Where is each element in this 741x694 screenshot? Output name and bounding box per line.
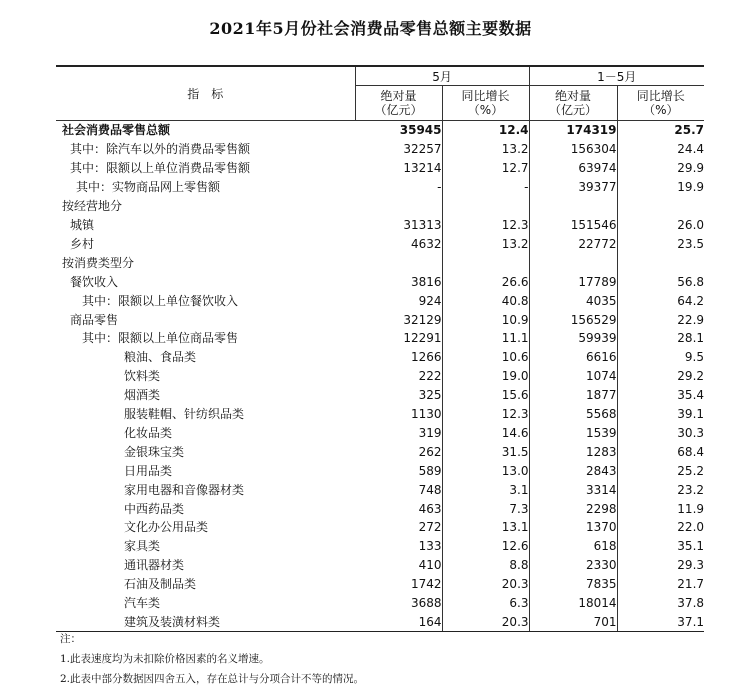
- may-abs-cell: 4632: [355, 234, 442, 253]
- header-row-groups: [56, 66, 704, 86]
- row-label: 中西药品类: [124, 501, 185, 516]
- ytd-abs-cell: 701: [529, 613, 617, 632]
- may-abs-cell: 319: [355, 424, 442, 443]
- may-yoy-cell: 19.0: [442, 367, 529, 386]
- may-abs-cell: 12291: [355, 329, 442, 348]
- may-yoy-cell: 7.3: [442, 499, 529, 518]
- ytd-yoy-cell: 37.1: [617, 613, 704, 632]
- ytd-abs-cell: 39377: [529, 178, 617, 197]
- may-abs-cell: 3688: [355, 594, 442, 613]
- ytd-yoy-cell: 28.1: [677, 331, 705, 346]
- footnotes: [60, 629, 364, 689]
- ytd-abs-cell: 1074: [529, 367, 617, 386]
- ytd-yoy-cell: 22.9: [677, 312, 705, 327]
- row-label: 其中：限额以上单位消费品零售额: [70, 161, 251, 176]
- table-row: [56, 291, 704, 310]
- ytd-abs-cell: [529, 253, 617, 272]
- may-yoy-header: 同比增长 （%）: [442, 86, 529, 121]
- ytd-yoy-cell: 39.1: [677, 407, 705, 422]
- table-row: [56, 310, 704, 329]
- ytd-abs-cell: 4035: [529, 291, 617, 310]
- row-label: 建筑及装潢材料类: [56, 613, 355, 632]
- ytd-yoy-cell: 35.4: [677, 388, 705, 403]
- may-abs-cell: 589: [355, 461, 442, 480]
- may-abs-cell: 410: [355, 556, 442, 575]
- may-yoy-cell: [442, 197, 529, 216]
- table-row: [56, 329, 704, 348]
- ytd-abs-cell: 6616: [529, 348, 617, 367]
- ytd-abs-cell: 618: [529, 537, 617, 556]
- may-yoy-cell: 6.3: [442, 594, 529, 613]
- may-abs-cell: 272: [355, 518, 442, 537]
- ytd-abs-cell: 1877: [529, 386, 617, 405]
- may-yoy-cell: 31.5: [442, 442, 529, 461]
- may-yoy-cell: [442, 253, 529, 272]
- ytd-abs-cell: 2298: [529, 499, 617, 518]
- table-row: [56, 575, 704, 594]
- row-label: 按消费类型分: [62, 255, 135, 270]
- ytd-abs-cell: 18014: [529, 594, 617, 613]
- note-2: 2.此表中部分数据因四舍五入，存在总计与分项合计不等的情况。: [60, 673, 365, 685]
- ytd-yoy-cell: 35.1: [677, 539, 705, 554]
- row-label: 粮油、食品类: [124, 350, 197, 365]
- may-yoy-cell: 15.6: [442, 386, 529, 405]
- may-abs-cell: [355, 197, 442, 216]
- may-abs-cell: 32129: [355, 310, 442, 329]
- ytd-abs-cell: 2330: [529, 556, 617, 575]
- table-row: [56, 348, 704, 367]
- may-abs-cell: 164: [355, 613, 442, 632]
- table-row: [56, 234, 704, 253]
- may-abs-cell: 748: [355, 480, 442, 499]
- ytd-abs-cell: 63974: [529, 159, 617, 178]
- ytd-abs-cell: 151546: [529, 216, 617, 235]
- ytd-abs-cell: 59939: [529, 329, 617, 348]
- may-abs-header: 绝对量 （亿元）: [355, 86, 442, 121]
- may-yoy-cell: 20.3: [442, 613, 529, 632]
- may-abs-cell: 1742: [355, 575, 442, 594]
- table-row: [56, 499, 704, 518]
- may-yoy-cell: 40.8: [442, 291, 529, 310]
- may-abs-cell: 31313: [355, 216, 442, 235]
- ytd-yoy-cell: [617, 197, 704, 216]
- ytd-abs-cell: 3314: [529, 480, 617, 499]
- ytd-yoy-cell: 29.9: [677, 161, 705, 176]
- ytd-group-header: 1－5月: [529, 66, 704, 86]
- row-label: 日用品类: [124, 463, 173, 478]
- may-yoy-cell: 3.1: [442, 480, 529, 499]
- row-label: 餐饮收入: [70, 274, 119, 289]
- may-abs-cell: 35945: [355, 121, 442, 140]
- table-row: [56, 253, 704, 272]
- table-row: [56, 159, 704, 178]
- row-label: 社会消费品零售总额: [62, 123, 171, 138]
- ytd-yoy-cell: 25.2: [677, 463, 705, 478]
- table-row: [56, 272, 704, 291]
- may-yoy-cell: -: [442, 178, 529, 197]
- row-label: 其中：除汽车以外的消费品零售额: [70, 142, 251, 157]
- ytd-yoy-cell: 22.0: [677, 520, 705, 535]
- table-row: [56, 367, 704, 386]
- table-body: [56, 121, 704, 632]
- row-label: 其中：限额以上单位商品零售: [82, 331, 239, 346]
- notes-heading: 注：: [60, 633, 81, 645]
- row-label: 通讯器材类: [124, 558, 185, 573]
- ytd-yoy-cell: 23.5: [677, 236, 705, 251]
- table-row: [56, 518, 704, 537]
- row-label: 商品零售: [70, 312, 119, 327]
- ytd-yoy-cell: 64.2: [677, 293, 705, 308]
- ytd-abs-cell: 5568: [529, 405, 617, 424]
- ytd-yoy-cell: 23.2: [677, 482, 705, 497]
- ytd-yoy-cell: 29.3: [677, 558, 705, 573]
- table-row: [56, 178, 704, 197]
- ytd-yoy-cell: 26.0: [677, 217, 705, 232]
- may-abs-cell: 3816: [355, 272, 442, 291]
- table-row: [56, 594, 704, 613]
- retail-sales-table: [56, 65, 704, 632]
- may-yoy-cell: 20.3: [442, 575, 529, 594]
- table-row: [56, 480, 704, 499]
- ytd-yoy-cell: [617, 253, 704, 272]
- row-label: 城镇: [70, 217, 95, 232]
- may-yoy-cell: 26.6: [442, 272, 529, 291]
- may-abs-cell: 133: [355, 537, 442, 556]
- table-row: [56, 140, 704, 159]
- may-yoy-cell: 8.8: [442, 556, 529, 575]
- row-label: 其中：限额以上单位餐饮收入: [82, 293, 239, 308]
- may-yoy-cell: 13.2: [442, 140, 529, 159]
- ytd-yoy-cell: 24.4: [677, 142, 705, 157]
- ytd-yoy-header: 同比增长 （%）: [617, 86, 704, 121]
- ytd-abs-cell: 1283: [529, 442, 617, 461]
- table-row: [56, 405, 704, 424]
- may-abs-cell: 325: [355, 386, 442, 405]
- document-title: 2021年5月份社会消费品零售总额主要数据: [209, 19, 532, 38]
- ytd-abs-cell: [529, 197, 617, 216]
- may-yoy-cell: 13.2: [442, 234, 529, 253]
- ytd-abs-cell: 156304: [529, 140, 617, 159]
- table-row: [56, 556, 704, 575]
- may-abs-cell: 262: [355, 442, 442, 461]
- row-label: 石油及制品类: [124, 577, 197, 592]
- may-abs-cell: 1266: [355, 348, 442, 367]
- ytd-yoy-cell: 9.5: [684, 350, 705, 365]
- may-abs-cell: 924: [355, 291, 442, 310]
- may-yoy-cell: 12.3: [442, 216, 529, 235]
- table-row: [56, 461, 704, 480]
- table-row: [56, 537, 704, 556]
- may-abs-cell: 463: [355, 499, 442, 518]
- indicator-header: 指 标: [56, 66, 355, 121]
- ytd-abs-cell: 7835: [529, 575, 617, 594]
- table-row: [56, 424, 704, 443]
- may-abs-cell: 13214: [355, 159, 442, 178]
- may-yoy-cell: 12.4: [442, 121, 529, 140]
- may-yoy-cell: 11.1: [442, 329, 529, 348]
- may-abs-cell: 1130: [355, 405, 442, 424]
- table-row: [56, 197, 704, 216]
- ytd-yoy-cell: 56.8: [677, 274, 705, 289]
- row-label: 金银珠宝类: [124, 444, 185, 459]
- ytd-yoy-cell: 29.2: [677, 369, 705, 384]
- row-label: 乡村: [70, 236, 95, 251]
- note-1: 1.此表速度均为未扣除价格因素的名义增速。: [60, 653, 270, 665]
- ytd-abs-cell: 1370: [529, 518, 617, 537]
- ytd-yoy-cell: 68.4: [677, 444, 705, 459]
- row-label: 其中：实物商品网上零售额: [76, 180, 221, 195]
- may-yoy-cell: 12.3: [442, 405, 529, 424]
- table-row: [56, 121, 704, 140]
- may-yoy-cell: 12.7: [442, 159, 529, 178]
- may-abs-cell: 222: [355, 367, 442, 386]
- row-label: 服装鞋帽、针纺织品类: [124, 407, 245, 422]
- table-row: [56, 216, 704, 235]
- may-abs-cell: -: [355, 178, 442, 197]
- row-label: 烟酒类: [124, 388, 161, 403]
- row-label: 按经营地分: [62, 199, 123, 214]
- may-yoy-cell: 12.6: [442, 537, 529, 556]
- ytd-yoy-cell: 37.8: [677, 596, 705, 611]
- may-abs-cell: 32257: [355, 140, 442, 159]
- ytd-yoy-cell: 30.3: [677, 425, 705, 440]
- ytd-abs-cell: 2843: [529, 461, 617, 480]
- may-yoy-cell: 14.6: [442, 424, 529, 443]
- ytd-yoy-cell: 25.7: [674, 123, 705, 138]
- ytd-yoy-cell: 21.7: [677, 577, 705, 592]
- row-label: 家用电器和音像器材类: [124, 482, 245, 497]
- may-abs-cell: [355, 253, 442, 272]
- ytd-abs-header: 绝对量 （亿元）: [529, 86, 617, 121]
- table-row: [56, 442, 704, 461]
- table-row: [56, 386, 704, 405]
- ytd-yoy-cell: 11.9: [677, 501, 705, 516]
- row-label: 文化办公用品类: [124, 520, 209, 535]
- ytd-abs-cell: 156529: [529, 310, 617, 329]
- may-yoy-cell: 10.9: [442, 310, 529, 329]
- row-label: 家具类: [124, 539, 161, 554]
- row-label: 化妆品类: [124, 425, 173, 440]
- may-yoy-cell: 13.0: [442, 461, 529, 480]
- ytd-yoy-cell: 19.9: [677, 180, 705, 195]
- ytd-abs-cell: 17789: [529, 272, 617, 291]
- row-label: 汽车类: [124, 596, 161, 611]
- may-group-header: 5月: [355, 66, 529, 86]
- may-yoy-cell: 10.6: [442, 348, 529, 367]
- ytd-abs-cell: 1539: [529, 424, 617, 443]
- row-label: 饮料类: [124, 369, 161, 384]
- ytd-abs-cell: 22772: [529, 234, 617, 253]
- may-yoy-cell: 13.1: [442, 518, 529, 537]
- ytd-abs-cell: 174319: [529, 121, 617, 140]
